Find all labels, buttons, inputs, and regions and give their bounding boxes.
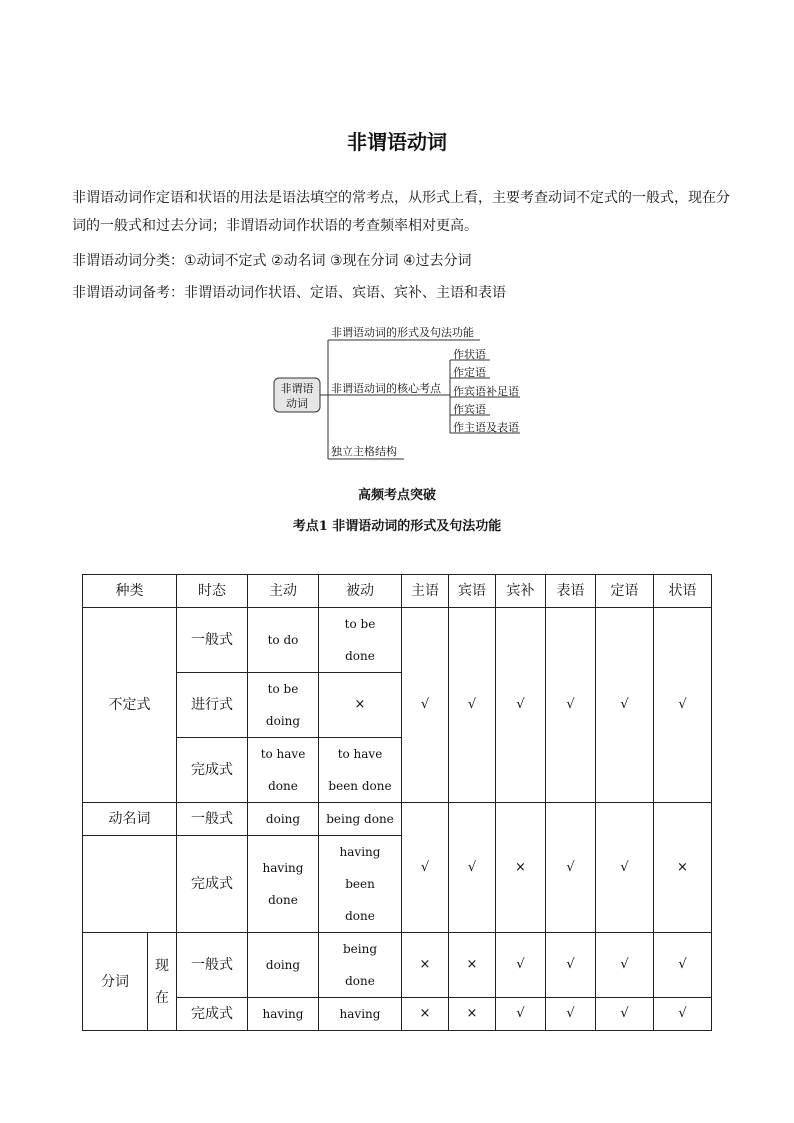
function-cell: √ [654,608,712,803]
passive-cell [319,933,402,998]
cell-line: done [345,974,375,988]
cell-line: having [339,845,381,859]
tense-cell: 一般式 [177,803,248,836]
cell-line: done [268,779,298,793]
active-cell: to do [248,608,319,673]
cell-line: to have [337,747,383,761]
cell-line: done [345,649,375,663]
mind-map-leaf: 作宾语补足语 [453,385,519,398]
header-cell: 种类 [83,575,177,608]
header-cell: 主语 [402,575,449,608]
mind-map-leaf: 作状语 [453,348,486,361]
passive-cell [319,738,402,803]
passive-cell [319,608,402,673]
header-cell: 主动 [248,575,319,608]
function-cell: × [654,803,712,933]
passive-cell: being done [319,803,402,836]
mind-map-branch-forms: 非谓语动词的形式及句法功能 [331,326,474,339]
cell-line: 在 [155,989,169,1006]
header-cell: 定语 [596,575,654,608]
cell-line: 现 [155,957,169,974]
active-cell [248,673,319,738]
tense-cell: 完成式 [177,998,248,1031]
classification-line: 非谓语动词分类：①动词不定式 ②动名词 ③现在分词 ④过去分词 [72,253,472,269]
table-row [83,608,712,673]
function-cell: √ [546,803,596,933]
function-cell: × [449,933,496,998]
mind-map-leaf: 作宾语 [453,403,486,416]
active-cell: doing [248,803,319,836]
function-cell: √ [496,998,546,1031]
active-cell [248,836,319,933]
cell-line: been done [328,779,392,793]
cell-line: doing [265,714,301,728]
mind-map-leaf: 作主语及表语 [453,421,519,434]
cell-line: having [262,861,304,875]
kind-cell: 分词 [83,933,148,1031]
passive-cell: × [319,673,402,738]
mind-map-diagram [270,318,530,468]
function-cell: √ [546,998,596,1031]
preparation-line: 非谓语动词备考：非谓语动词作状语、定语、宾语、宾补、主语和表语 [72,285,506,301]
kind-cell-empty [83,836,177,933]
header-cell: 宾语 [449,575,496,608]
table-row [83,803,712,836]
tense-cell: 完成式 [177,738,248,803]
table-row [83,998,712,1031]
cell-line: being [342,942,378,956]
kind-cell: 不定式 [83,608,177,803]
active-cell [248,738,319,803]
subkind-cell [148,933,177,1031]
active-cell: having [248,998,319,1031]
cell-line: to be [267,682,299,696]
function-cell: √ [449,803,496,933]
function-cell: √ [596,803,654,933]
function-cell: √ [402,608,449,803]
header-cell: 表语 [546,575,596,608]
header-cell: 时态 [177,575,248,608]
function-cell: √ [449,608,496,803]
function-cell: √ [496,608,546,803]
intro-paragraph: 非谓语动词作定语和状语的用法是语法填空的常考点，从形式上看，主要考查动词不定式的一般式，现在分词的一般式和过去分词；非谓语动词作状语的考查频率相对更高。 [72,190,730,234]
function-cell: √ [546,608,596,803]
function-cell: √ [596,933,654,998]
mind-map-branch-core: 非谓语动词的核心考点 [331,382,441,395]
cell-line: done [345,909,375,923]
function-cell: √ [596,998,654,1031]
function-cell: √ [546,933,596,998]
function-cell: × [402,998,449,1031]
mind-map-root-line1: 非谓语 [280,382,314,395]
function-cell: × [402,933,449,998]
function-cell: √ [654,998,712,1031]
cell-line: done [268,893,298,907]
cell-line: to be [344,617,376,631]
tense-cell: 完成式 [177,836,248,933]
mind-map-branch-absolute: 独立主格结构 [331,445,397,458]
tense-cell: 一般式 [177,608,248,673]
kind-cell: 动名词 [83,803,177,836]
point-title: 考点1 非谓语动词的形式及句法功能 [292,519,502,534]
page-title: 非谓语动词 [347,130,447,154]
non-finite-verb-table [82,574,712,1031]
function-cell: × [449,998,496,1031]
mind-map-leaf: 作定语 [453,366,486,379]
function-cell: √ [596,608,654,803]
function-cell: √ [402,803,449,933]
table-row [83,933,712,998]
section-title: 高频考点突破 [357,488,436,503]
table-header-row [83,575,712,608]
passive-cell: having [319,998,402,1031]
mind-map-root-line2: 动词 [286,397,308,410]
tense-cell: 进行式 [177,673,248,738]
header-cell: 状语 [654,575,712,608]
cell-line: been [345,877,375,891]
header-cell: 被动 [319,575,402,608]
tense-cell: 一般式 [177,933,248,998]
function-cell: √ [496,933,546,998]
cell-line: to have [260,747,306,761]
active-cell: doing [248,933,319,998]
function-cell: √ [654,933,712,998]
function-cell: × [496,803,546,933]
passive-cell [319,836,402,933]
header-cell: 宾补 [496,575,546,608]
